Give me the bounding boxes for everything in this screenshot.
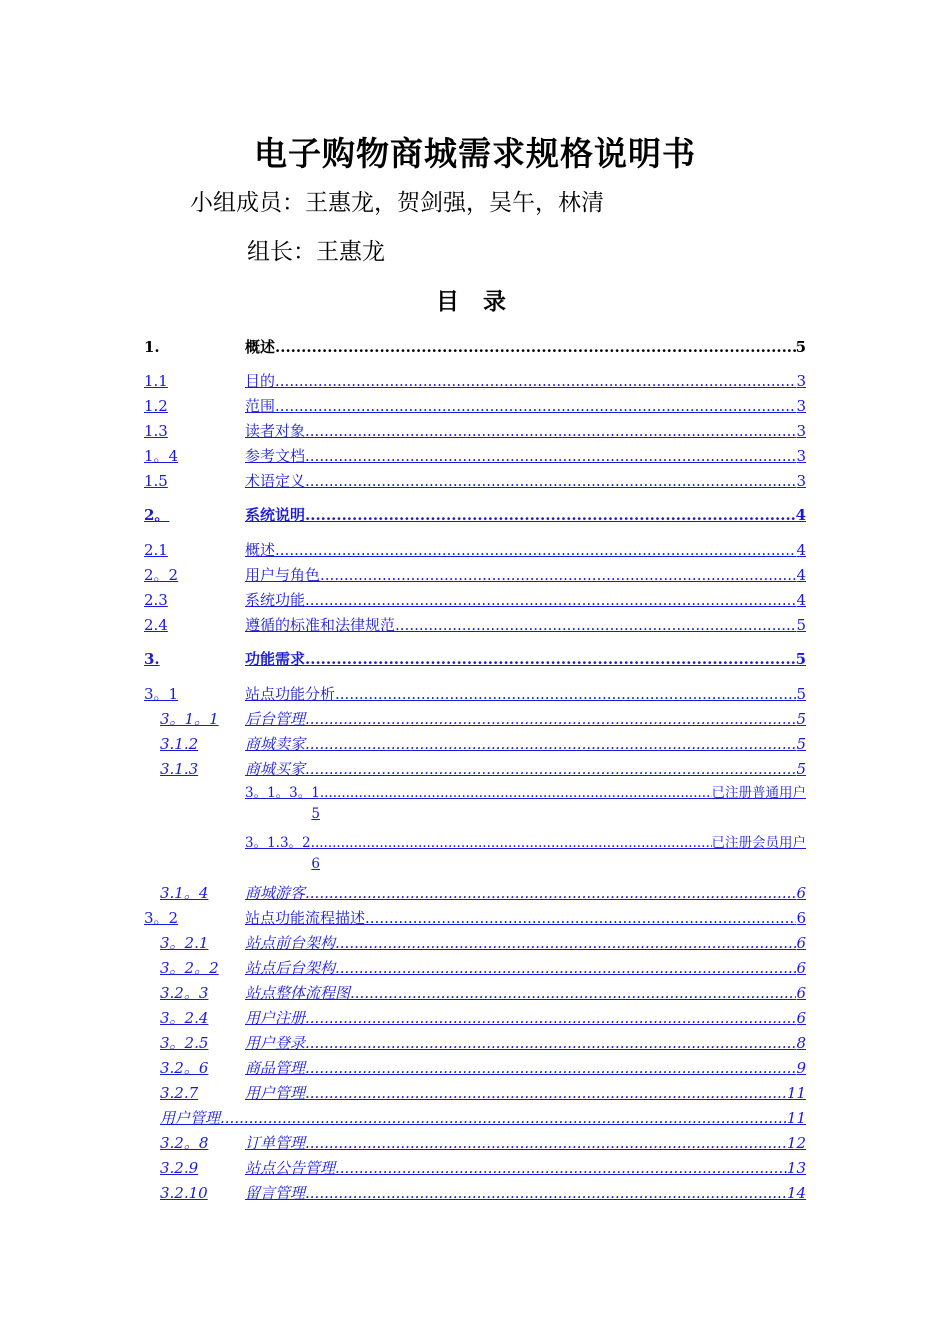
toc-entry-page: 6 — [796, 934, 806, 952]
toc-entry-title: 订单管理 — [245, 1134, 306, 1152]
toc-leader-dots — [350, 984, 796, 1002]
toc-entry-page: 4 — [796, 566, 806, 584]
toc-entry-number: 3。2.4 — [160, 1009, 209, 1027]
toc-entry[interactable] — [144, 587, 806, 609]
toc-entry-number: 3。2.5 — [160, 1034, 209, 1052]
toc-entry-number: 3.2.7 — [160, 1084, 199, 1102]
toc-entry-page: 5 — [796, 710, 806, 728]
toc-entry[interactable] — [160, 930, 806, 952]
toc-leader-dots — [275, 397, 796, 415]
toc-entry-page: 4 — [795, 506, 806, 524]
toc-entry-number: 2。 — [144, 506, 170, 524]
toc-entry-title: 已注册普通用户 — [711, 785, 806, 801]
toc-entry[interactable] — [144, 562, 806, 584]
toc-entry-page: 11 — [786, 1109, 806, 1127]
toc-entry[interactable] — [144, 368, 806, 390]
toc-entry-page: 5 — [796, 685, 806, 703]
toc-entry-page: 6 — [796, 909, 806, 927]
document-title: 电子购物商城需求规格说明书 — [254, 134, 696, 173]
toc-entry[interactable] — [245, 781, 806, 801]
toc-entry-number: 3。1。1 — [160, 710, 219, 728]
toc-entry-title: 商城游客 — [245, 884, 306, 902]
toc-entry-number: 1.1 — [144, 372, 168, 390]
toc-entry-number: 3.1.3 — [160, 760, 199, 778]
toc-leader-dots — [320, 785, 712, 801]
toc-entry-page: 5 — [796, 735, 806, 753]
toc-entry-page: 9 — [796, 1059, 806, 1077]
toc-leader-dots — [305, 506, 796, 524]
toc-entry-number: 3。2。2 — [160, 959, 219, 977]
toc-leader-dots — [305, 1009, 796, 1027]
toc-entry-title: 商城买家 — [245, 760, 306, 778]
toc-entry-title: 商品管理 — [245, 1059, 306, 1077]
toc-entry-number: 3.2.9 — [160, 1159, 199, 1177]
toc-entry-number: 3。1 — [144, 685, 179, 703]
toc-entry-page[interactable]: 5 — [311, 806, 320, 822]
toc-entry[interactable] — [160, 980, 806, 1002]
toc-entry-page: 5 — [795, 338, 806, 356]
toc-entry-number: 3.2。3 — [160, 984, 209, 1002]
toc-leader-dots — [305, 1084, 787, 1102]
toc-leader-dots — [275, 372, 796, 390]
toc-entry-page: 5 — [795, 650, 806, 668]
toc-entry[interactable] — [144, 502, 806, 524]
toc-entry-number: 1. — [144, 338, 160, 356]
toc-entry-title: 读者对象 — [245, 422, 306, 440]
toc-entry-title: 站点功能流程描述 — [245, 909, 366, 927]
toc-entry-page: 4 — [796, 591, 806, 609]
toc-entry-title: 已注册会员用户 — [711, 835, 806, 851]
toc-entry-title: 范围 — [245, 397, 276, 415]
toc-entry-page: 3 — [796, 447, 806, 465]
toc-entry-title: 站点功能分析 — [245, 685, 336, 703]
toc-leader-dots — [305, 1059, 796, 1077]
toc-entry[interactable] — [144, 612, 806, 634]
toc-leader-dots — [305, 884, 796, 902]
toc-entry[interactable] — [144, 537, 806, 559]
toc-entry[interactable] — [160, 1055, 806, 1077]
toc-leader-dots — [320, 566, 796, 584]
toc-entry-page: 3 — [796, 472, 806, 490]
toc-entry-page: 3 — [796, 397, 806, 415]
toc-leader-dots — [305, 591, 796, 609]
toc-entry-title: 留言管理 — [245, 1184, 306, 1202]
toc-entry[interactable] — [144, 681, 806, 703]
toc-leader-dots — [275, 338, 796, 356]
toc-entry[interactable] — [160, 955, 806, 977]
group-members: 小组成员：王惠龙，贺剑强，吴午，林清 — [190, 190, 604, 216]
toc-leader-dots — [395, 616, 796, 634]
toc-entry-title: 站点前台架构 — [245, 934, 336, 952]
toc-leader-dots — [305, 735, 796, 753]
toc-entry-title: 术语定义 — [245, 472, 306, 490]
toc-entry-page: 3 — [796, 422, 806, 440]
toc-entry-title: 用户管理 — [160, 1109, 221, 1127]
toc-leader-dots — [305, 710, 796, 728]
toc-entry-number: 3。1.3。2 — [245, 835, 311, 851]
toc-leader-dots — [335, 959, 796, 977]
toc-entry-number: 2.3 — [144, 591, 168, 609]
toc-entry[interactable] — [160, 1005, 806, 1027]
toc-leader-dots — [305, 1134, 787, 1152]
toc-entry-number: 2.1 — [144, 541, 168, 559]
toc-entry-page: 6 — [796, 884, 806, 902]
toc-entry[interactable] — [160, 1130, 806, 1152]
toc-entry-title: 站点后台架构 — [245, 959, 336, 977]
toc-entry[interactable] — [144, 418, 806, 440]
toc-entry[interactable] — [144, 468, 806, 490]
toc-entry-title: 用户注册 — [245, 1009, 306, 1027]
toc-entry-number: 3.1。4 — [160, 884, 209, 902]
toc-entry[interactable] — [144, 334, 806, 356]
toc-entry-page: 3 — [796, 372, 806, 390]
toc-entry-number: 3。2.1 — [160, 934, 209, 952]
toc-leader-dots — [305, 650, 796, 668]
toc-entry-page: 6 — [796, 959, 806, 977]
toc-leader-dots — [335, 685, 796, 703]
toc-entry-page: 8 — [796, 1034, 806, 1052]
toc-entry[interactable] — [144, 646, 806, 668]
toc-leader-dots — [365, 909, 796, 927]
toc-entry-title: 参考文档 — [245, 447, 306, 465]
toc-entry-page: 4 — [796, 541, 806, 559]
toc-entry-title: 用户登录 — [245, 1034, 306, 1052]
toc-entry-page: 6 — [796, 1009, 806, 1027]
toc-entry-title: 系统说明 — [245, 506, 306, 524]
toc-entry-page[interactable]: 6 — [311, 856, 320, 872]
toc-leader-dots — [305, 447, 796, 465]
toc-entry-number: 2.4 — [144, 616, 168, 634]
toc-entry-title: 功能需求 — [245, 650, 306, 668]
toc-entry-number: 2。2 — [144, 566, 179, 584]
toc-entry-number: 3。2 — [144, 909, 179, 927]
toc-entry-page: 13 — [786, 1159, 806, 1177]
toc-entry[interactable] — [160, 731, 806, 753]
toc-entry[interactable] — [160, 1105, 806, 1127]
toc-entry-title: 用户与角色 — [245, 566, 321, 584]
toc-entry-title: 后台管理 — [245, 710, 306, 728]
toc-entry-number: 1。4 — [144, 447, 179, 465]
toc-leader-dots — [305, 1034, 796, 1052]
toc-entry[interactable] — [160, 756, 806, 778]
toc-entry[interactable] — [160, 880, 806, 902]
toc-entry-title: 遵循的标准和法律规范 — [245, 616, 396, 634]
toc-entry-title: 目的 — [245, 372, 276, 390]
toc-entry-title: 概述 — [245, 541, 276, 559]
toc-entry-number: 1.5 — [144, 472, 168, 490]
toc-entry-page: 6 — [796, 984, 806, 1002]
toc-entry-page: 12 — [786, 1134, 806, 1152]
toc-entry-title: 用户管理 — [245, 1084, 306, 1102]
toc-entry[interactable] — [144, 905, 806, 927]
toc-entry-number: 3.2.10 — [160, 1184, 208, 1202]
toc-leader-dots — [275, 541, 796, 559]
toc-leader-dots — [305, 760, 796, 778]
toc-leader-dots — [305, 1184, 787, 1202]
toc-entry-title: 系统功能 — [245, 591, 306, 609]
toc-entry-page: 11 — [786, 1084, 806, 1102]
toc-entry[interactable] — [160, 1080, 806, 1102]
toc-entry-title: 概述 — [245, 338, 276, 356]
toc-entry-page: 5 — [796, 760, 806, 778]
toc-leader-dots — [220, 1109, 787, 1127]
toc-leader-dots — [305, 422, 796, 440]
toc-entry-page: 14 — [786, 1184, 806, 1202]
toc-entry-page: 5 — [796, 616, 806, 634]
group-leader: 组长：王惠龙 — [247, 239, 385, 265]
toc-entry[interactable] — [144, 443, 806, 465]
toc-leader-dots — [305, 472, 796, 490]
toc-entry[interactable] — [160, 1030, 806, 1052]
toc-entry-number: 1.3 — [144, 422, 168, 440]
toc-heading: 目 录 — [435, 289, 514, 315]
toc-entry[interactable] — [160, 706, 806, 728]
toc-entry[interactable] — [245, 831, 806, 851]
toc-entry-number: 3.1.2 — [160, 735, 199, 753]
toc-entry-number: 3.2。8 — [160, 1134, 209, 1152]
toc-leader-dots — [335, 1159, 787, 1177]
toc-entry-number: 3. — [144, 650, 160, 668]
toc-entry-title: 商城卖家 — [245, 735, 306, 753]
toc-entry-number: 3。1。3。1 — [245, 785, 320, 801]
toc-leader-dots — [335, 934, 796, 952]
toc-entry-number: 1.2 — [144, 397, 168, 415]
toc-entry-number: 3.2。6 — [160, 1059, 209, 1077]
toc-entry-title: 站点公告管理 — [245, 1159, 336, 1177]
toc-entry[interactable] — [160, 1180, 806, 1202]
toc-entry[interactable] — [144, 393, 806, 415]
toc-entry-title: 站点整体流程图 — [245, 984, 351, 1002]
toc-entry[interactable] — [160, 1155, 806, 1177]
toc-leader-dots — [311, 835, 712, 851]
